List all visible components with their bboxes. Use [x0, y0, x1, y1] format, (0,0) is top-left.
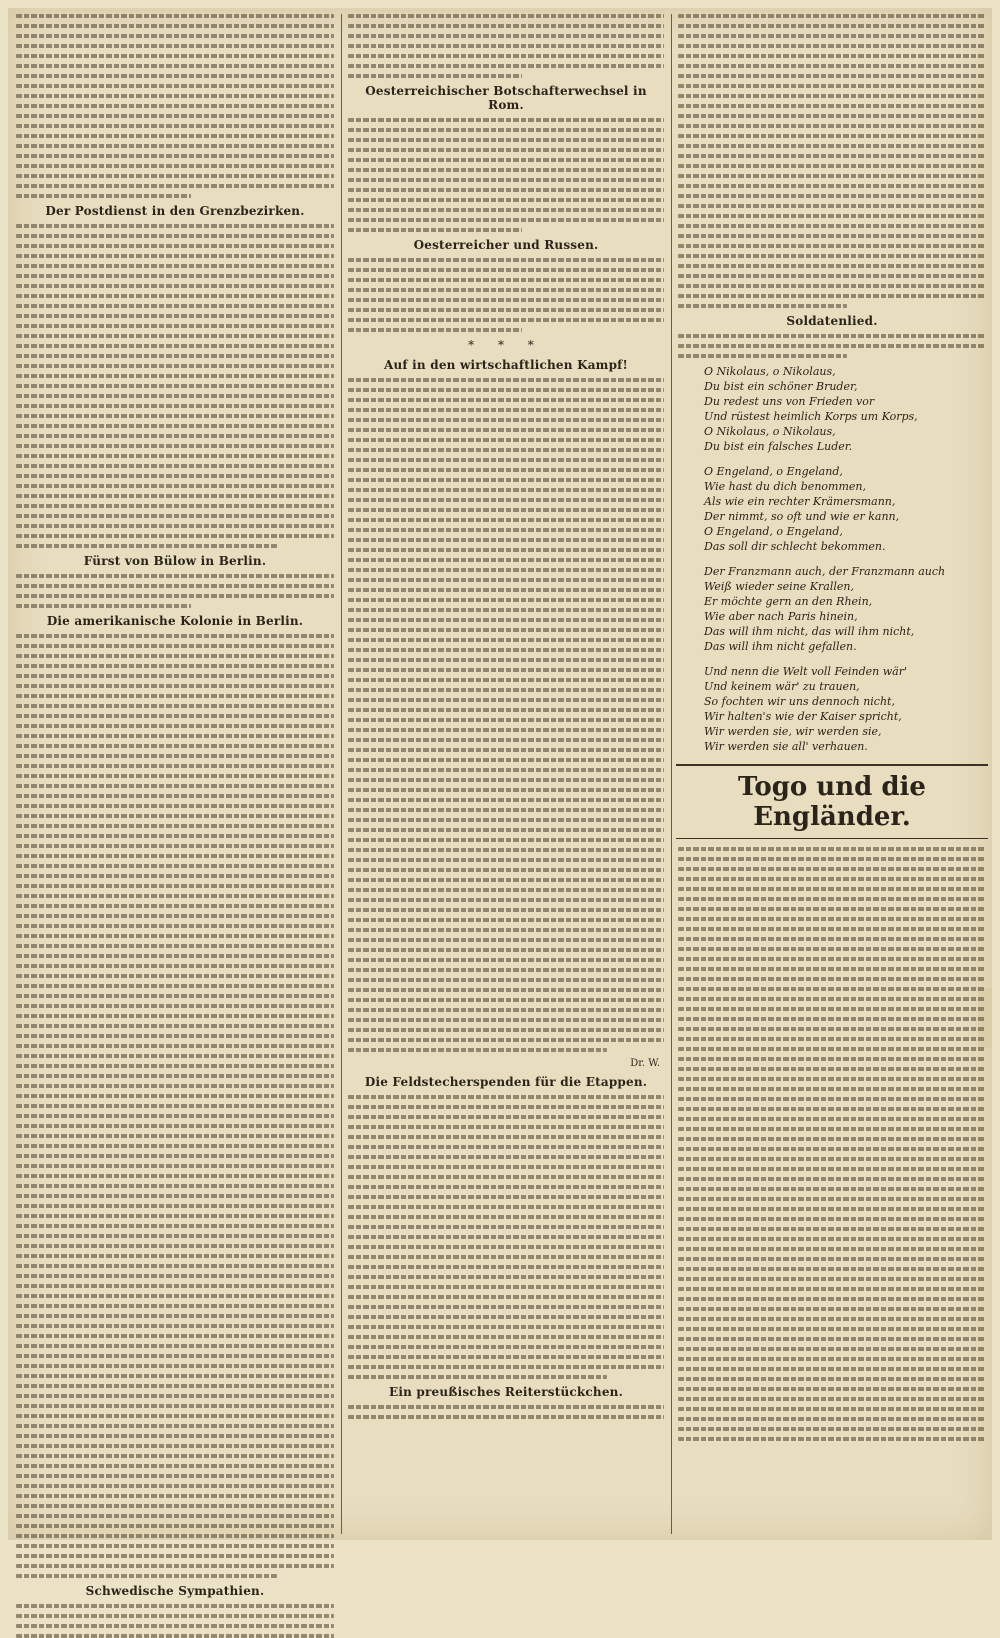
column-2: [346, 8, 666, 1540]
poem-line: Du bist ein falsches Luder.: [704, 440, 853, 453]
heading-swedish-sympathies: Schwedische Sympathien.: [85, 1584, 265, 1598]
column-1: [14, 8, 336, 1598]
poem-line: O Nikolaus, o Nikolaus,: [704, 425, 836, 438]
poem-line: Wir halten's wie der Kaiser spricht,: [704, 710, 902, 723]
heading-economic-fight: Auf in den wirtschaftlichen Kampf!: [384, 358, 628, 372]
heading-postal-service: Der Postdienst in den Grenzbezirken.: [45, 204, 305, 218]
heading-togo: Togo und die Engländer.: [676, 764, 988, 839]
article-text: [678, 14, 986, 308]
article-text: [16, 574, 334, 608]
column-divider: [671, 14, 672, 1534]
signature: Dr. W.: [630, 1058, 660, 1069]
poem-line: O Nikolaus, o Nikolaus,: [704, 365, 836, 378]
heading-cavalry-feat: Ein preußisches Reiterstückchen.: [389, 1385, 623, 1399]
poem-line: O Engeland, o Engeland,: [704, 525, 843, 538]
poem-stanza: [704, 364, 988, 454]
heading-buelow: Fürst von Bülow in Berlin.: [83, 554, 267, 568]
poem-line: Und keinem wär' zu trauen,: [704, 680, 860, 693]
poem-line: Und nenn die Welt voll Feinden wär': [704, 665, 907, 678]
poem-line: Er möchte gern an den Rhein,: [704, 595, 873, 608]
article-text: [348, 118, 664, 232]
poem-line: Wir werden sie all' verhauen.: [704, 740, 868, 753]
poem-line: Und rüstest heimlich Korps um Korps,: [704, 410, 918, 423]
poem-line: Du bist ein schöner Bruder,: [704, 380, 858, 393]
section-divider: * * *: [468, 338, 544, 352]
poem-line: O Engeland, o Engeland,: [704, 465, 843, 478]
newspaper-page: [8, 8, 992, 1598]
poem-line: Das soll dir schlecht bekommen.: [704, 540, 886, 553]
article-text: [16, 1604, 334, 1638]
poem-stanza: [704, 464, 988, 554]
article-text: [348, 378, 664, 1052]
article-text: [16, 634, 334, 1578]
article-text: [348, 258, 664, 332]
article-text: [348, 14, 664, 78]
poem-stanza: [704, 564, 988, 654]
poem-line: Wir werden sie, wir werden sie,: [704, 725, 882, 738]
article-text: [16, 224, 334, 548]
poem-line: Der nimmt, so oft und wie er kann,: [704, 510, 900, 523]
poem-line: Wie hast du dich benommen,: [704, 480, 866, 493]
heading-ambassador-change: Oesterreichischer Botschafterwechsel in Rom.: [365, 84, 647, 112]
poem-line: Als wie ein rechter Krämersmann,: [704, 495, 896, 508]
poem-line: Das will ihm nicht gefallen.: [704, 640, 857, 653]
article-text: [16, 14, 334, 198]
poem-line: Das will ihm nicht, das will ihm nicht,: [704, 625, 915, 638]
poem-line: Weiß wieder seine Krallen,: [704, 580, 854, 593]
column-divider: [341, 14, 342, 1534]
article-text: [678, 847, 986, 1441]
column-3: [676, 8, 988, 1540]
heading-austrians-russians: Oesterreicher und Russen.: [413, 238, 599, 252]
poem: [704, 364, 988, 754]
heading-american-colony: Die amerikanische Kolonie in Berlin.: [46, 614, 304, 628]
poem-line: So fochten wir uns dennoch nicht,: [704, 695, 895, 708]
poem-line: Wie aber nach Paris hinein,: [704, 610, 858, 623]
heading-soldier-song: Soldatenlied.: [786, 314, 878, 328]
poem-line: Du redest uns von Frieden vor: [704, 395, 875, 408]
heading-binocular-donations: Die Feldstecherspenden für die Etappen.: [364, 1075, 648, 1089]
article-text: [348, 1095, 664, 1379]
poem-intro: [678, 334, 986, 358]
poem-stanza: [704, 664, 988, 754]
poem-line: Der Franzmann auch, der Franzmann auch: [704, 565, 946, 578]
article-text: [348, 1405, 664, 1419]
